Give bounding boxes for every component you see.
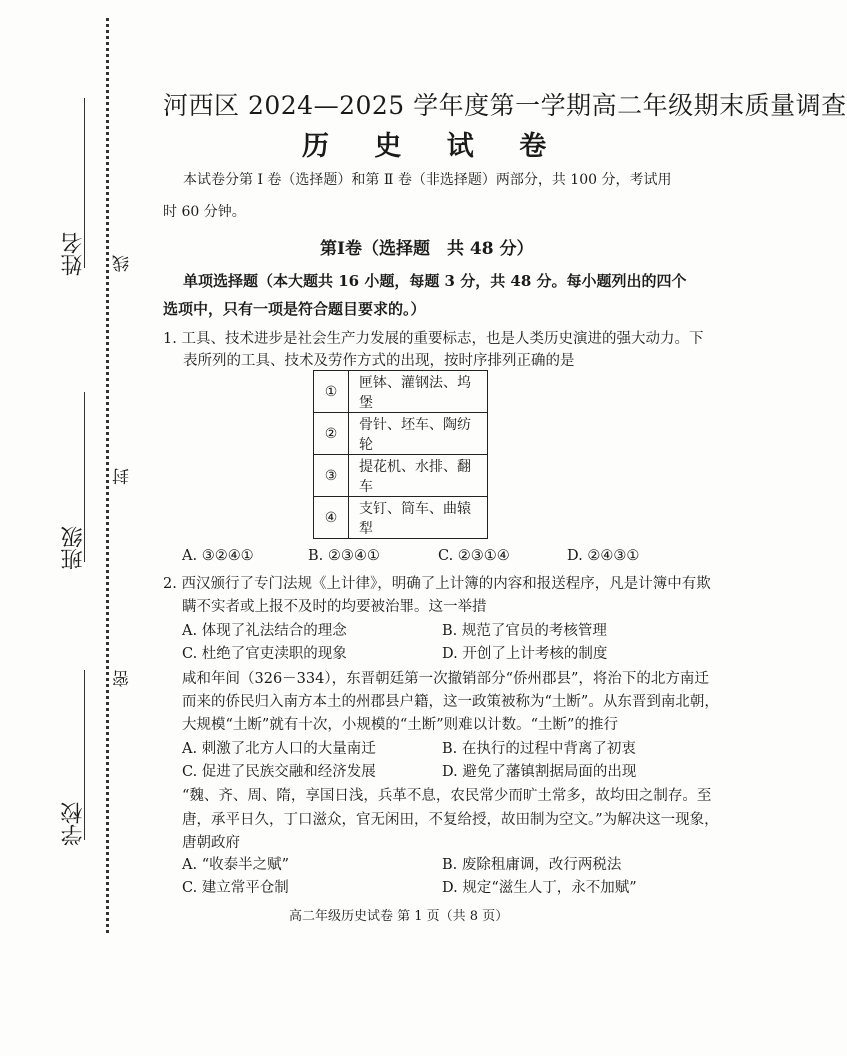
q1-stem-line2: 表所列的工具、技术及劳作方式的出现，按时序排列正确的是 [183,353,575,369]
q1-table [313,370,488,539]
section-title: 第Ⅰ卷（选择题 共 48 分） [320,239,534,259]
seal-mark-mi: 密 [113,670,133,687]
q2-stem-line1: 2. 西汉颁行了专门法规《上计律》，明确了上计簿的内容和报送程序，凡是计簿中有欺 [163,576,711,592]
table-row [314,413,488,455]
q1-option-d[interactable]: D. ②④③① [567,548,640,564]
q1-option-b[interactable]: B. ②③④① [308,548,380,564]
q3-option-a[interactable]: A. 刺激了北方人口的大量南迁 [182,741,376,757]
q4-option-a[interactable]: A. “收泰半之赋” [182,857,290,873]
name-blank[interactable] [84,98,85,268]
seal-mark-feng: 封 [113,468,133,485]
table-row [314,371,488,413]
q4-option-d[interactable]: D. 规定“滋生人丁，永不加赋” [442,880,637,896]
q3-stem-line2: 而来的侨民归入南方本土的州郡县户籍，这一政策被称为“土断”。从东晋到南北朝， [182,694,719,710]
q4-option-c[interactable]: C. 建立常平仓制 [182,880,289,896]
seal-mark-line: 线 [113,255,133,272]
exam-intro-line1: 本试卷分第 Ⅰ 卷（选择题）和第 Ⅱ 卷（非选择题）两部分，共 100 分，考试用 [183,172,672,188]
q4-stem-line3: 唐朝政府 [182,835,240,851]
table-cell-text: 提花机、水排、翻车 [349,455,488,497]
table-row [314,497,488,539]
q1-option-c[interactable]: C. ②③①④ [438,548,510,564]
q2-stem-line2: 瞒不实者或上报不及时的均要被治罪。这一举措 [182,599,487,615]
exam-subtitle: 历 史 试 卷 [302,131,565,162]
school-label: 学校 [61,802,86,846]
table-cell-num: ② [314,413,349,455]
class-label: 班级 [61,526,86,570]
table-cell-text: 匣钵、灌钢法、坞堡 [349,371,488,413]
seal-dotted-line [106,18,109,933]
table-cell-text: 骨针、坯车、陶纺轮 [349,413,488,455]
q3-stem-line1: 咸和年间（326－334），东晋朝廷第一次撤销部分“侨州郡县”，将治下的北方南迁 [182,671,709,687]
section-instruction-line1: 单项选择题（本大题共 16 小题，每题 3 分，共 48 分。每小题列出的四个 [183,272,687,290]
q2-option-b[interactable]: B. 规范了官员的考核管理 [442,623,607,639]
table-row [314,455,488,497]
q4-stem-line1: “魏、齐、周、隋，享国日浅，兵革不息，农民常少而旷土常多，故均田之制存。至 [182,788,712,804]
q2-option-c[interactable]: C. 杜绝了官吏渎职的现象 [182,646,347,662]
q3-option-c[interactable]: C. 促进了民族交融和经济发展 [182,764,376,780]
exam-intro-line2: 时 60 分钟。 [163,204,246,220]
page-footer: 高二年级历史试卷 第 1 页（共 8 页） [289,909,509,924]
name-label: 姓名 [61,232,86,276]
q3-option-d[interactable]: D. 避免了藩镇割据局面的出现 [442,764,637,780]
q4-stem-line2: 唐，承平日久，丁口滋众，官无闲田，不复给授，故田制为空文。”为解决这一现象， [182,812,719,828]
table-cell-text: 支钉、筒车、曲辕犁 [349,497,488,539]
section-instruction-line2: 选项中，只有一项是符合题目要求的。） [163,300,426,318]
q3-stem-line3: 大规模“土断”就有十次，小规模的“土断”则难以计数。“土断”的推行 [182,717,618,733]
school-blank[interactable] [84,670,85,840]
exam-title: 河西区 2024—2025 学年度第一学期高二年级期末质量调查 [163,91,847,120]
q2-option-d[interactable]: D. 开创了上计考核的制度 [442,646,608,662]
q1-option-a[interactable]: A. ③②④① [182,548,254,564]
q2-option-a[interactable]: A. 体现了礼法结合的理念 [182,623,347,639]
q4-option-b[interactable]: B. 废除租庸调，改行两税法 [442,857,622,873]
table-cell-num: ③ [314,455,349,497]
class-blank[interactable] [84,392,85,562]
q3-option-b[interactable]: B. 在执行的过程中背离了初衷 [442,741,636,757]
table-cell-num: ④ [314,497,349,539]
table-cell-num: ① [314,371,349,413]
q1-stem-line1: 1. 工具、技术进步是社会生产力发展的重要标志，也是人类历史演进的强大动力。下 [163,331,704,347]
